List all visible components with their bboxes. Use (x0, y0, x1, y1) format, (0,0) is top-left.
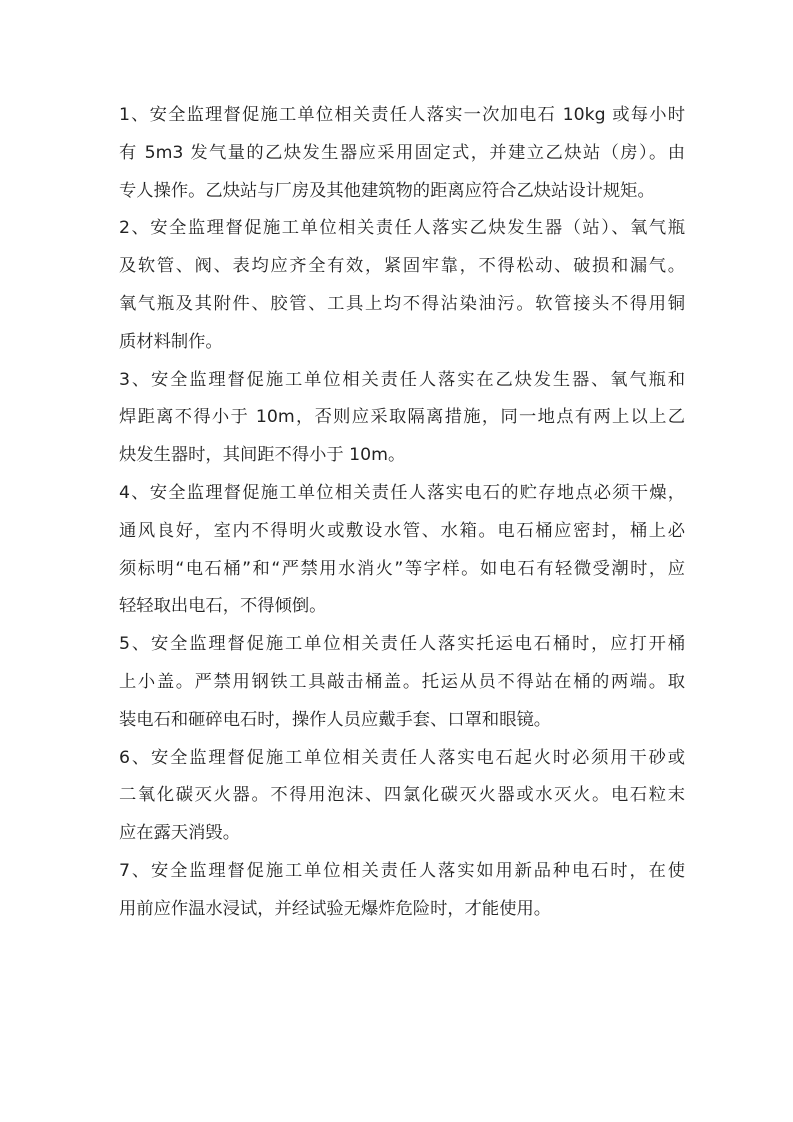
text-line: 二氧化碳灭火器。不得用泡沫、四氯化碳灭火器或水灭火。电石粒末 (119, 785, 685, 806)
text-line: 须标明“电石桶”和“严禁用水消火”等字样。如电石有轻微受潮时，应 (119, 558, 685, 579)
paragraph-5 (119, 626, 685, 739)
text-line: 轻轻取出电石，不得倾倒。 (119, 596, 327, 617)
text-line: 装电石和砸碎电石时，操作人员应戴手套、口罩和眼镜。 (119, 709, 552, 730)
text-line: 焊距离不得小于 10m，否则应采取隔离措施，同一地点有两上以上乙 (119, 407, 685, 428)
paragraph-1 (119, 97, 685, 210)
text-line: 炔发生器时，其间距不得小于 10m。 (119, 445, 406, 466)
text-line: 6、安全监理督促施工单位相关责任人落实电石起火时必须用干砂或 (119, 747, 685, 768)
text-line: 4、安全监理督促施工单位相关责任人落实电石的贮存地点必须干燥， (119, 482, 685, 503)
text-line: 及软管、阀、表均应齐全有效，紧固牢靠，不得松动、破损和漏气。 (119, 256, 685, 277)
text-line: 3、安全监理督促施工单位相关责任人落实在乙炔发生器、氧气瓶和 (119, 369, 685, 390)
document-body (119, 97, 685, 929)
paragraph-3 (119, 362, 685, 475)
text-line: 上小盖。严禁用钢铁工具敲击桶盖。托运从员不得站在桶的两端。取 (119, 671, 685, 692)
text-line: 质材料制作。 (119, 331, 223, 352)
text-line: 通风良好，室内不得明火或敷设水管、水箱。电石桶应密封，桶上必 (119, 520, 685, 541)
text-line: 7、安全监理督促施工单位相关责任人落实如用新品种电石时，在使 (119, 860, 685, 881)
text-line: 用前应作温水浸试，并经试验无爆炸危险时，才能使用。 (119, 898, 552, 919)
text-line: 专人操作。乙炔站与厂房及其他建筑物的距离应符合乙炔站设计规矩。 (119, 180, 655, 201)
text-line: 2、安全监理督促施工单位相关责任人落实乙炔发生器（站）、氧气瓶 (119, 218, 685, 239)
paragraph-2 (119, 210, 685, 361)
text-line: 应在露天消毁。 (119, 823, 240, 844)
text-line: 1、安全监理督促施工单位相关责任人落实一次加电石 10kg 或每小时 (119, 105, 685, 125)
text-line: 氧气瓶及其附件、胶管、工具上均不得沾染油污。软管接头不得用铜 (119, 293, 685, 314)
text-line: 5、安全监理督促施工单位相关责任人落实托运电石桶时，应打开桶 (119, 634, 685, 655)
paragraph-7 (119, 853, 685, 929)
paragraph-6 (119, 740, 685, 853)
paragraph-4 (119, 475, 685, 626)
text-line: 有 5m3 发气量的乙炔发生器应采用固定式，并建立乙炔站（房）。由 (119, 142, 685, 163)
